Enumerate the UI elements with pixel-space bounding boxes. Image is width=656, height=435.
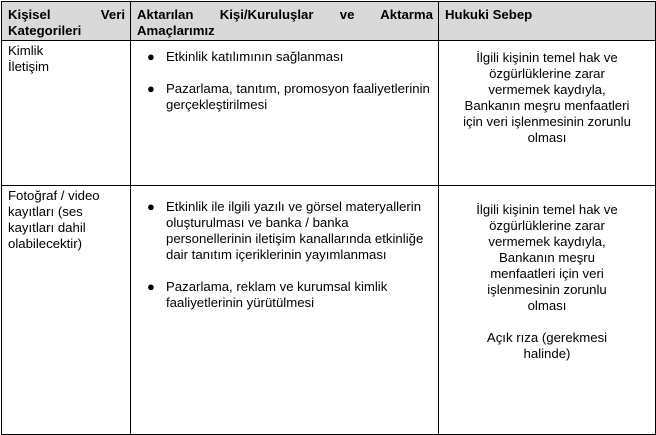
table-row [2, 186, 656, 435]
legal-basis-line: İlgili kişinin temel hak ve [476, 202, 618, 217]
header-legal-basis [439, 2, 656, 41]
purposes-cell [131, 41, 439, 186]
legal-basis-line: Bankanın meşru [498, 250, 596, 265]
bullet-icon: ● [147, 279, 155, 294]
header-recipients-line2: Amaçlarımız [137, 23, 215, 38]
purpose-item [136, 81, 433, 113]
category-line: İletişim [8, 59, 50, 74]
legal-basis-line: vermemek kaydıyla, [488, 234, 606, 249]
header-row [2, 2, 656, 41]
header-legal-basis-label: Hukuki Sebep [445, 7, 533, 22]
data-transfer-table [1, 1, 656, 435]
legal-basis-cell [439, 186, 656, 435]
category-cell [2, 41, 131, 186]
legal-basis-spacer [445, 314, 649, 330]
legal-basis-line: menfaatleri için veri [490, 266, 604, 281]
purpose-text: Pazarlama, tanıtım, promosyon faaliyetlerinin gerçekleştirilmesi [166, 81, 430, 112]
table-row [2, 41, 656, 186]
header-categories [2, 2, 131, 41]
purpose-item [136, 279, 433, 311]
category-line: Fotoğraf / video [8, 188, 100, 203]
legal-basis-line: işlenmesinin zorunlu [487, 282, 607, 297]
legal-basis-line: Bankanın meşru menfaatleri [464, 98, 630, 113]
legal-basis-consent-line: halinde) [523, 346, 571, 361]
purpose-item [136, 49, 433, 65]
purpose-text: Etkinlik ile ilgili yazılı ve görsel materyallerin oluşturulması ve banka / banka personellerinin iletişim kanallarında etkinliğe dair tanıtım içeriklerinin yayımlanması [166, 199, 424, 262]
legal-basis-consent-line: Açık rıza (gerekmesi [486, 330, 608, 345]
header-recipients [131, 2, 439, 41]
purpose-item [136, 199, 433, 263]
legal-basis-line: vermemek kaydıyla, [488, 82, 606, 97]
category-line: Kimlik [8, 43, 44, 58]
category-cell [2, 186, 131, 435]
bullet-icon: ● [147, 199, 155, 214]
legal-basis-line: olması [527, 298, 567, 313]
legal-basis-cell [439, 41, 656, 186]
legal-basis-line: için veri işlenmesinin zorunlu [463, 114, 631, 129]
purpose-text: Pazarlama, reklam ve kurumsal kimlik faaliyetlerinin yürütülmesi [166, 279, 388, 310]
bullet-icon: ● [147, 81, 155, 96]
header-recipients-line1: Aktarılan Kişi/Kuruluşlar ve Aktarma [137, 7, 433, 22]
category-line: kayıtları (ses [8, 204, 83, 219]
legal-basis-line: özgürlüklerine zarar [489, 218, 605, 233]
header-categories-line2: Kategorileri [8, 23, 82, 38]
category-line: olabilecektir) [8, 236, 83, 251]
legal-basis-line: olması [527, 130, 567, 145]
purpose-list [136, 41, 433, 113]
category-line: kayıtları dahil [8, 220, 86, 235]
legal-basis-line: özgürlüklerine zarar [489, 66, 605, 81]
purpose-text: Etkinlik katılımının sağlanması [166, 49, 344, 64]
purposes-cell [131, 186, 439, 435]
purpose-list [136, 186, 433, 311]
legal-basis-line: İlgili kişinin temel hak ve [476, 50, 618, 65]
bullet-icon: ● [147, 49, 155, 64]
header-categories-line1: Kişisel Veri [8, 7, 125, 22]
